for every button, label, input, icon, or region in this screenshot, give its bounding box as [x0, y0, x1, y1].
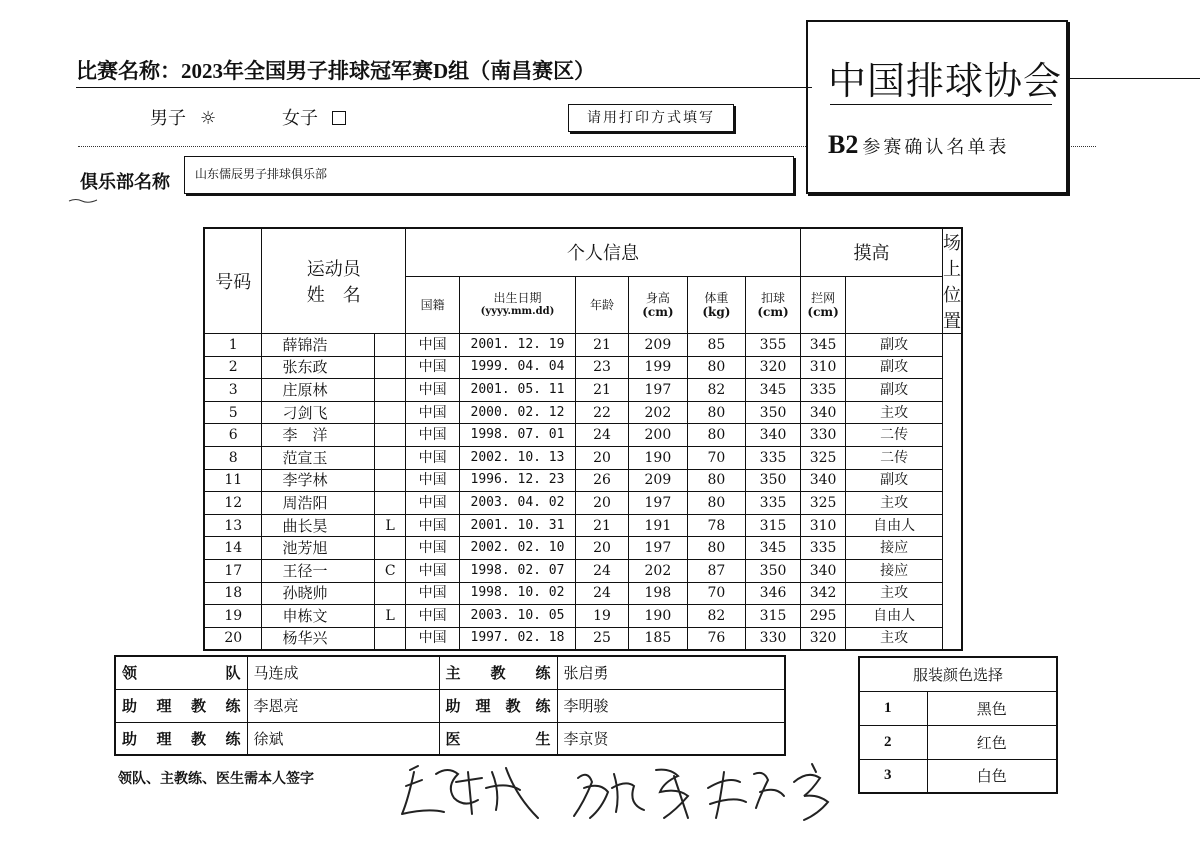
cell-spike: 345 [746, 537, 801, 560]
cell-number: 14 [204, 537, 262, 560]
cell-age: 24 [575, 559, 628, 582]
cell-age: 21 [575, 514, 628, 537]
cell-name: 池芳旭 [262, 537, 375, 560]
table-row [204, 492, 962, 515]
cell-nationality: 中国 [406, 582, 460, 605]
gender-female-label: 女子 [282, 108, 318, 129]
cell-height: 199 [629, 356, 688, 379]
competition-name: 比赛名称：2023年全国男子排球冠军赛D组（南昌赛区） [76, 55, 812, 88]
staff-role: 助理教练 [439, 689, 557, 722]
cell-spike: 315 [746, 514, 801, 537]
staff-role: 助理教练 [115, 722, 247, 755]
cell-age: 22 [575, 401, 628, 424]
cell-tag [375, 401, 406, 424]
staff-role: 医生 [439, 722, 557, 755]
header-position [943, 228, 963, 334]
cell-name: 杨华兴 [262, 627, 375, 650]
cell-nationality: 中国 [406, 446, 460, 469]
staff-role: 助理教练 [115, 689, 247, 722]
cell-block: 325 [800, 492, 845, 515]
cell-position: 自由人 [846, 514, 943, 537]
header-weight [687, 276, 745, 333]
cell-name: 薛锦浩 [262, 334, 375, 357]
cell-tag [375, 424, 406, 447]
header-block [800, 276, 845, 333]
cell-block: 335 [800, 537, 845, 560]
cell-dob: 1998. 07. 01 [460, 424, 576, 447]
cell-tag [375, 492, 406, 515]
uniform-option-color: 白色 [927, 759, 1057, 793]
cell-weight: 87 [687, 559, 745, 582]
cell-name: 李 洋 [262, 424, 375, 447]
cell-tag [375, 334, 406, 357]
header-position-line2: 位置 [943, 285, 961, 332]
gender-male-label: 男子 [150, 108, 186, 129]
staff-name: 李恩亮 [247, 689, 439, 722]
cell-age: 26 [575, 469, 628, 492]
handwritten-signatures-icon [388, 752, 858, 832]
cell-number: 19 [204, 605, 262, 628]
stray-ink-mark-icon [68, 195, 98, 205]
table-row [204, 537, 962, 560]
cell-dob: 1997. 02. 18 [460, 627, 576, 650]
cell-name: 庄原林 [262, 379, 375, 402]
gender-male-mark-icon: ☼ [200, 108, 217, 129]
table-row [115, 689, 785, 722]
cell-weight: 85 [687, 334, 745, 357]
cell-height: 202 [629, 401, 688, 424]
gender-female-checkbox-icon[interactable] [332, 111, 346, 125]
header-dob [460, 276, 576, 333]
cell-number: 1 [204, 334, 262, 357]
cell-weight: 80 [687, 492, 745, 515]
cell-name: 曲长昊 [262, 514, 375, 537]
table-row [204, 401, 962, 424]
uniform-option-number: 3 [859, 759, 927, 793]
cell-block: 340 [800, 401, 845, 424]
table-row [859, 657, 1057, 691]
table-row [204, 356, 962, 379]
header-number: 号码 [204, 228, 262, 334]
gender-female-option[interactable] [282, 104, 346, 130]
cell-tag [375, 379, 406, 402]
cell-height: 197 [629, 379, 688, 402]
cell-block: 310 [800, 356, 845, 379]
print-note: 请用打印方式填写 [568, 104, 734, 132]
cell-block: 325 [800, 446, 845, 469]
cell-height: 190 [629, 446, 688, 469]
cell-dob: 1999. 04. 04 [460, 356, 576, 379]
staff-table [114, 655, 786, 756]
cell-tag: C [375, 559, 406, 582]
cell-spike: 330 [746, 627, 801, 650]
cell-block: 320 [800, 627, 845, 650]
cell-weight: 80 [687, 356, 745, 379]
table-row [204, 627, 962, 650]
cell-age: 20 [575, 446, 628, 469]
cell-tag [375, 627, 406, 650]
cell-dob: 1996. 12. 23 [460, 469, 576, 492]
header-height-line1: 身高 [645, 290, 670, 305]
cell-nationality: 中国 [406, 379, 460, 402]
club-name-field[interactable]: 山东儒辰男子排球俱乐部 [184, 156, 794, 194]
cell-position: 二传 [846, 446, 943, 469]
table-row [204, 379, 962, 402]
cell-weight: 80 [687, 401, 745, 424]
uniform-option-color: 红色 [927, 725, 1057, 759]
cell-nationality: 中国 [406, 334, 460, 357]
cell-number: 5 [204, 401, 262, 424]
header-height-line2: (cm) [642, 304, 674, 319]
header-spike-line2: (cm) [757, 304, 789, 319]
association-title: 中国排球协会 [828, 59, 1063, 103]
cell-age: 20 [575, 492, 628, 515]
cell-position: 主攻 [846, 582, 943, 605]
dotted-divider [78, 146, 808, 147]
cell-dob: 1998. 02. 07 [460, 559, 576, 582]
cell-name: 范宣玉 [262, 446, 375, 469]
cell-age: 25 [575, 627, 628, 650]
cell-tag [375, 582, 406, 605]
header-age: 年龄 [575, 276, 628, 333]
cell-height: 209 [629, 469, 688, 492]
cell-spike: 350 [746, 401, 801, 424]
cell-nationality: 中国 [406, 559, 460, 582]
cell-number: 6 [204, 424, 262, 447]
cell-spike: 350 [746, 469, 801, 492]
cell-weight: 80 [687, 469, 745, 492]
cell-number: 18 [204, 582, 262, 605]
cell-age: 24 [575, 582, 628, 605]
cell-name: 李学林 [262, 469, 375, 492]
cell-nationality: 中国 [406, 627, 460, 650]
cell-number: 13 [204, 514, 262, 537]
header-reach: 摸高 [800, 228, 942, 276]
cell-position: 二传 [846, 424, 943, 447]
cell-age: 23 [575, 356, 628, 379]
table-row [204, 334, 962, 357]
form-code: B2 [828, 130, 859, 159]
cell-weight: 70 [687, 582, 745, 605]
cell-dob: 2003. 10. 05 [460, 605, 576, 628]
cell-age: 24 [575, 424, 628, 447]
cell-height: 209 [629, 334, 688, 357]
cell-dob: 2003. 04. 02 [460, 492, 576, 515]
table-row [204, 582, 962, 605]
table-row [204, 446, 962, 469]
cell-height: 197 [629, 537, 688, 560]
cell-height: 202 [629, 559, 688, 582]
cell-spike: 346 [746, 582, 801, 605]
cell-block: 342 [800, 582, 845, 605]
cell-nationality: 中国 [406, 492, 460, 515]
header-spike [746, 276, 801, 333]
cell-position: 副攻 [846, 356, 943, 379]
header-spike-line1: 扣球 [761, 290, 786, 305]
cell-nationality: 中国 [406, 401, 460, 424]
cell-position: 主攻 [846, 627, 943, 650]
cell-nationality: 中国 [406, 424, 460, 447]
cell-age: 19 [575, 605, 628, 628]
cell-block: 340 [800, 559, 845, 582]
cell-block: 310 [800, 514, 845, 537]
cell-weight: 82 [687, 605, 745, 628]
header-weight-line1: 体重 [704, 290, 729, 305]
cell-block: 340 [800, 469, 845, 492]
cell-dob: 1998. 10. 02 [460, 582, 576, 605]
cell-height: 197 [629, 492, 688, 515]
cell-spike: 320 [746, 356, 801, 379]
staff-name: 张启勇 [557, 656, 785, 689]
cell-tag [375, 446, 406, 469]
cell-dob: 2000. 02. 12 [460, 401, 576, 424]
table-row[interactable] [859, 759, 1057, 793]
cell-number: 2 [204, 356, 262, 379]
cell-block: 335 [800, 379, 845, 402]
cell-spike: 355 [746, 334, 801, 357]
cell-number: 20 [204, 627, 262, 650]
table-row[interactable] [859, 691, 1057, 725]
header-nationality: 国籍 [406, 276, 460, 333]
header-block-line1: 拦网 [811, 290, 836, 305]
uniform-option-number: 1 [859, 691, 927, 725]
cell-height: 190 [629, 605, 688, 628]
cell-spike: 350 [746, 559, 801, 582]
staff-name: 马连成 [247, 656, 439, 689]
cell-height: 185 [629, 627, 688, 650]
cell-number: 12 [204, 492, 262, 515]
cell-position: 副攻 [846, 334, 943, 357]
cell-age: 21 [575, 379, 628, 402]
cell-position: 主攻 [846, 401, 943, 424]
staff-name: 李明骏 [557, 689, 785, 722]
header-height [629, 276, 688, 333]
cell-weight: 70 [687, 446, 745, 469]
staff-role: 主教练 [439, 656, 557, 689]
cell-position: 自由人 [846, 605, 943, 628]
table-row[interactable] [859, 725, 1057, 759]
cell-age: 21 [575, 334, 628, 357]
header-block-line2: (cm) [807, 304, 839, 319]
cell-name: 王径一 [262, 559, 375, 582]
cell-dob: 2002. 02. 10 [460, 537, 576, 560]
table-row [204, 559, 962, 582]
table-row [204, 424, 962, 447]
gender-male-option[interactable] [150, 104, 216, 130]
dotted-divider-right [1068, 146, 1096, 147]
cell-position: 副攻 [846, 469, 943, 492]
cell-position: 接应 [846, 537, 943, 560]
cell-weight: 82 [687, 379, 745, 402]
cell-block: 295 [800, 605, 845, 628]
header-athlete-line1: 运动员 [306, 259, 361, 280]
cell-tag: L [375, 605, 406, 628]
club-label: 俱乐部名称 [80, 172, 170, 193]
cell-height: 200 [629, 424, 688, 447]
cell-name: 周浩阳 [262, 492, 375, 515]
staff-name: 徐斌 [247, 722, 439, 755]
uniform-option-color: 黑色 [927, 691, 1057, 725]
cell-tag [375, 537, 406, 560]
association-rule [830, 104, 1052, 105]
uniform-option-number: 2 [859, 725, 927, 759]
cell-block: 330 [800, 424, 845, 447]
roster-table [203, 227, 963, 651]
cell-position: 副攻 [846, 379, 943, 402]
cell-weight: 80 [687, 424, 745, 447]
cell-position: 接应 [846, 559, 943, 582]
cell-spike: 340 [746, 424, 801, 447]
cell-nationality: 中国 [406, 537, 460, 560]
header-athlete [262, 228, 406, 334]
cell-name: 申栋文 [262, 605, 375, 628]
cell-age: 20 [575, 537, 628, 560]
form-title [828, 130, 1009, 160]
cell-name: 刁剑飞 [262, 401, 375, 424]
signature-note: 领队、主教练、医生需本人签字 [118, 771, 314, 787]
cell-weight: 76 [687, 627, 745, 650]
cell-height: 191 [629, 514, 688, 537]
cell-spike: 335 [746, 446, 801, 469]
cell-nationality: 中国 [406, 514, 460, 537]
staff-name: 李京贤 [557, 722, 785, 755]
cell-number: 11 [204, 469, 262, 492]
table-row [204, 514, 962, 537]
cell-position: 主攻 [846, 492, 943, 515]
table-row [115, 722, 785, 755]
cell-name: 张东政 [262, 356, 375, 379]
uniform-color-table [858, 656, 1058, 794]
header-personal-info: 个人信息 [406, 228, 801, 276]
table-row [204, 605, 962, 628]
cell-nationality: 中国 [406, 469, 460, 492]
cell-tag: L [375, 514, 406, 537]
header-weight-line2: (kg) [702, 304, 731, 319]
header-position-line1: 场上 [943, 233, 961, 280]
cell-spike: 335 [746, 492, 801, 515]
table-row [115, 656, 785, 689]
cell-tag [375, 469, 406, 492]
cell-dob: 2001. 12. 19 [460, 334, 576, 357]
cell-dob: 2002. 10. 13 [460, 446, 576, 469]
cell-nationality: 中国 [406, 356, 460, 379]
form-title-text: 参赛确认名单表 [862, 137, 1010, 158]
cell-weight: 78 [687, 514, 745, 537]
cell-dob: 2001. 05. 11 [460, 379, 576, 402]
cell-name: 孙晓帅 [262, 582, 375, 605]
header-dob-line1: 出生日期 [493, 290, 542, 305]
header-rule-right [1066, 78, 1200, 79]
header-dob-line2: (yyyy.mm.dd) [480, 305, 555, 317]
association-box [806, 20, 1068, 194]
cell-number: 3 [204, 379, 262, 402]
cell-tag [375, 356, 406, 379]
table-row [204, 469, 962, 492]
cell-spike: 345 [746, 379, 801, 402]
cell-number: 8 [204, 446, 262, 469]
uniform-title: 服装颜色选择 [859, 657, 1057, 691]
cell-block: 345 [800, 334, 845, 357]
cell-dob: 2001. 10. 31 [460, 514, 576, 537]
cell-nationality: 中国 [406, 605, 460, 628]
staff-role: 领队 [115, 656, 247, 689]
header-athlete-line2: 姓 名 [306, 285, 361, 306]
cell-height: 198 [629, 582, 688, 605]
cell-weight: 80 [687, 537, 745, 560]
cell-spike: 315 [746, 605, 801, 628]
cell-number: 17 [204, 559, 262, 582]
